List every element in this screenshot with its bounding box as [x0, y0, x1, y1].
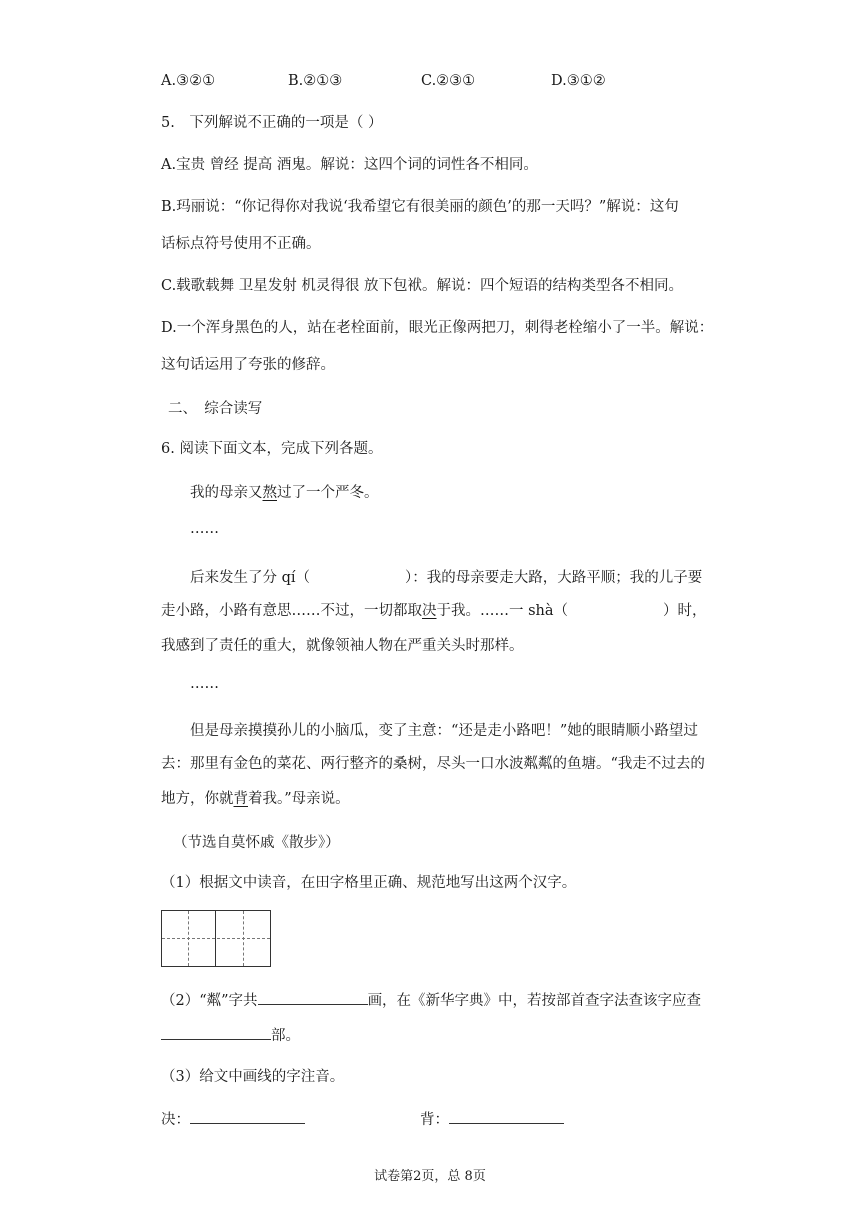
answer-blank-jue[interactable] [190, 1109, 305, 1124]
passage-p2-line2 [161, 601, 707, 621]
answer-blank-radical[interactable] [161, 1025, 271, 1040]
text: 走小路，小路有意思……不过，一切都取 [161, 603, 422, 619]
sub-question-2-line1 [161, 990, 701, 1011]
question-5-option-c: C.载歌载舞 卫星发射 机灵得很 放下包袱。解说：四个短语的结构类型各不相同。 [161, 278, 684, 294]
text: 部。 [271, 1028, 300, 1044]
text: 地方，你就 [161, 791, 234, 807]
question-5-option-d-line1: D.一个浑身黑色的人，站在老栓面前，眼光正像两把刀，刺得老栓缩小了一半。解说： [161, 320, 714, 336]
underlined-char: 背 [233, 791, 248, 807]
section-heading: 二、 综合读写 [168, 401, 263, 417]
tianzige-grid[interactable] [161, 910, 271, 967]
passage-paragraph-1 [190, 481, 379, 502]
question-5-stem: 5. 下列解说不正确的一项是（ ） [161, 115, 383, 131]
page-footer: 试卷第2页，总 8页 [374, 1169, 486, 1184]
text: 背： [420, 1112, 449, 1128]
passage-p2-line3: 我感到了责任的重大，就像领袖人物在严重关头时那样。 [161, 638, 524, 654]
ellipsis: …… [190, 521, 219, 537]
text: ）时， [663, 603, 707, 619]
passage-p3-line3 [161, 789, 350, 809]
sub-question-2-line2 [161, 1025, 300, 1046]
text: 我的母亲又 [190, 485, 263, 501]
text: 于我。……一 shà（ [436, 603, 569, 619]
passage-p2-line1 [190, 566, 702, 587]
passage-p3-line2: 去：那里有金色的菜花、两行整齐的桑树，尽头一口水波粼粼的鱼塘。“我走不过去的 [161, 756, 705, 772]
answer-blank-strokes[interactable] [258, 990, 368, 1005]
sub-question-3: （3）给文中画线的字注音。 [161, 1069, 345, 1085]
text: 着我。”母亲说。 [248, 791, 350, 807]
passage-p3-line1: 但是母亲摸摸孙儿的小脑瓜，变了主意：“还是走小路吧！”她的眼睛顺小路望过 [190, 723, 698, 739]
ellipsis: …… [190, 676, 219, 692]
text: （2）“粼”字共 [161, 993, 258, 1009]
option-c: C.②③① [421, 73, 476, 89]
passage-source: （节选自莫怀戚《散步》） [173, 835, 340, 851]
question-5-option-d-line2: 这句话运用了夸张的修辞。 [161, 357, 335, 373]
option-a: A.③②① [161, 73, 216, 89]
question-5-option-b-line1: B.玛丽说：“你记得你对我说‘我希望它有很美丽的颜色’的那一天吗？”解说：这句 [161, 199, 679, 215]
text: 画，在《新华字典》中，若按部首查字法查该字应查 [367, 993, 702, 1009]
answer-blank-bei[interactable] [449, 1109, 564, 1124]
pinyin-bei [420, 1109, 564, 1130]
text: 过了一个严冬。 [277, 485, 379, 501]
underlined-char: 决 [422, 603, 437, 619]
text: 后来发生了分 qí（ [190, 570, 311, 586]
option-d: D.③①② [551, 73, 606, 89]
option-b: B.②①③ [288, 73, 343, 89]
sub-question-1: （1）根据文中读音，在田字格里正确、规范地写出这两个汉字。 [161, 875, 577, 891]
underlined-char: 熬 [262, 485, 277, 501]
text: ）：我的母亲要走大路，大路平顺；我的儿子要 [405, 570, 703, 586]
question-5-option-a: A.宝贵 曾经 提高 酒鬼。解说：这四个词的词性各不相同。 [161, 157, 538, 173]
question-6-stem: 6. 阅读下面文本，完成下列各题。 [161, 441, 383, 457]
grid-guide [162, 938, 270, 939]
question-5-option-b-line2: 话标点符号使用不正确。 [161, 236, 321, 252]
pinyin-jue [161, 1109, 305, 1130]
text: 决： [161, 1112, 190, 1128]
